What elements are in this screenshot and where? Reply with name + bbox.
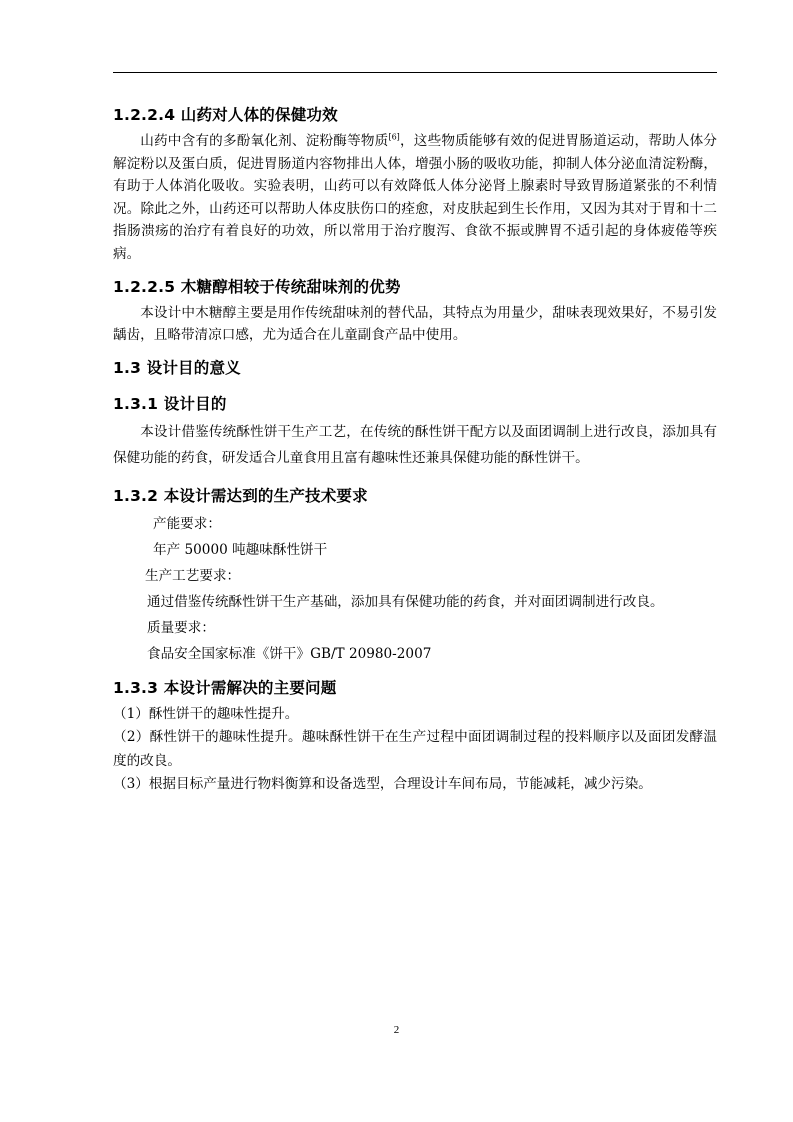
header-rule [113,72,717,73]
capacity-value: 年产 50000 吨趣味酥性饼干 [153,541,328,558]
heading-1-3-3: 1.3.3 本设计需解决的主要问题 [113,678,337,697]
paragraph-xylitol: 本设计中木糖醇主要是用作传统甜味剂的替代品，其特点为用量少，甜味表现效果好，不易引发龋齿，且略带清凉口感，尤为适合在儿童副食产品中使用。 [113,304,717,344]
paragraph-design-purpose: 本设计借鉴传统酥性饼干生产工艺，在传统的酥性饼干配方以及面团调制上进行改良，添加具有保健功能的药食，研发适合儿童食用且富有趣味性还兼具保健功能的酥性饼干。 [113,423,717,466]
process-value: 通过借鉴传统酥性饼干生产基础，添加具有保健功能的药食，并对面团调制进行改良。 [147,593,664,610]
quality-value: 食品安全国家标准《饼干》GB/T 20980-2007 [147,645,432,662]
paragraph-text: 山药中含有的多酚氧化剂、淀粉酶等物质 [140,133,389,149]
heading-1-2-2-5: 1.2.2.5 木糖醇相较于传统甜味剂的优势 [113,277,401,296]
quality-label: 质量要求： [147,619,215,636]
page-number: 2 [393,1024,400,1036]
citation: [6] [388,132,400,142]
capacity-label: 产能要求： [153,515,221,532]
list-item: （3）根据目标产量进行物料衡算和设备选型，合理设计车间布局，节能减耗，减少污染。 [113,776,652,793]
paragraph-text: ，这些物质能够有效的促进胃肠道运动，帮助人体分解淀粉以及蛋白质，促进胃肠道内容物排出人体，增强小肠的吸收功能，抑制人体分泌血清淀粉酶，有助于人体消化吸收。实验表明，山药可以有效降低人体分泌肾上腺素时导致胃肠道紧张的不利情况。除此之外，山药还可以帮助人体皮肤伤口的痊愈，对皮肤起到生长作用，又因为其对于胃和十二指肠溃疡的治疗有着良好的功效，所以常用于治疗腹泻、食欲不振或脾胃不适引起的身体疲倦等疾病。 [113,133,718,262]
heading-1-3-2: 1.3.2 本设计需达到的生产技术要求 [113,486,368,505]
process-label: 生产工艺要求： [145,567,241,584]
heading-1-2-2-4: 1.2.2.4 山药对人体的保健功效 [113,106,338,124]
heading-1-3: 1.3 设计目的意义 [113,358,241,377]
list-item: （1）酥性饼干的趣味性提升。 [113,705,299,722]
paragraph-yam-health [113,130,717,266]
list-item: （2）酥性饼干的趣味性提升。趣味酥性饼干在生产过程中面团调制过程的投料顺序以及面团发酵温度的改良。 [113,729,717,769]
page-content [113,100,717,797]
heading-1-3-1: 1.3.1 设计目的 [113,394,227,413]
